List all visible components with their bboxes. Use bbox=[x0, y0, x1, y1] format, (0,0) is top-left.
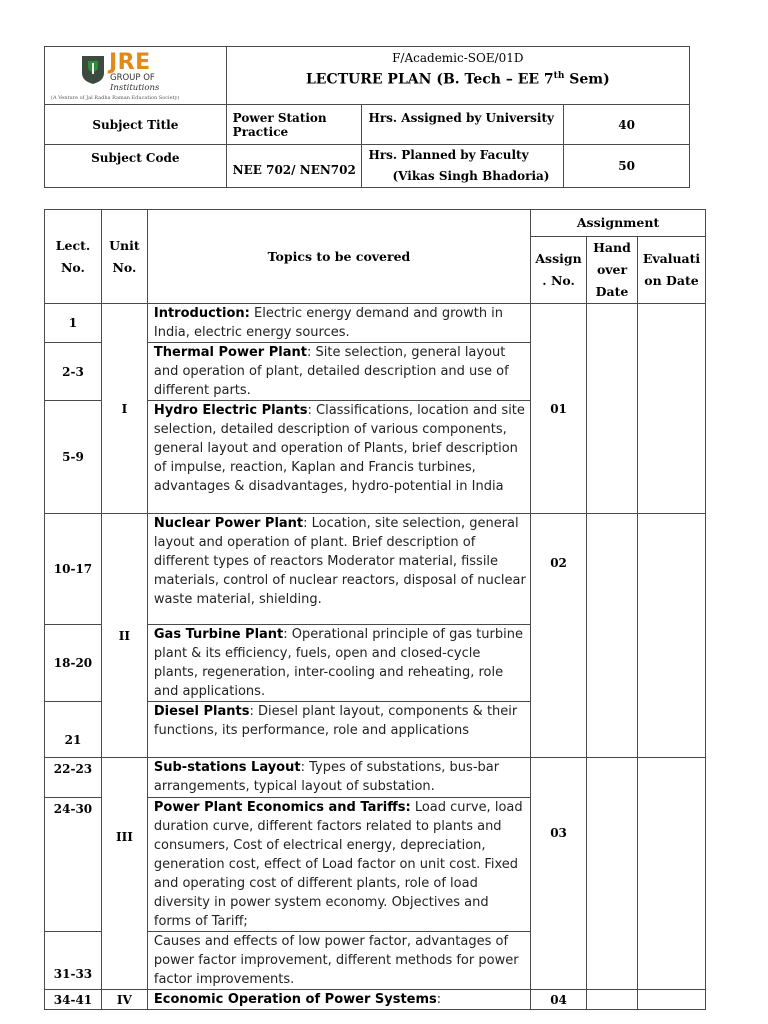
assign-no: 02 bbox=[531, 514, 587, 758]
hrs-assigned-value: 40 bbox=[564, 105, 690, 145]
form-number: F/Academic-SOE/01D bbox=[392, 51, 524, 65]
evaluation-cell bbox=[637, 990, 705, 1010]
col-lect-header: Lect. No. bbox=[45, 210, 102, 304]
assign-no: 04 bbox=[531, 990, 587, 1010]
unit-no: IV bbox=[101, 990, 147, 1010]
page-title: LECTURE PLAN (B. Tech – EE 7th Sem) bbox=[305, 71, 610, 88]
col-topics-header: Topics to be covered bbox=[147, 210, 530, 304]
subject-title-label: Subject Title bbox=[45, 105, 227, 145]
faculty-name: (Vikas Singh Bhadoria) bbox=[392, 169, 550, 183]
topic-cell: Introduction: Electric energy demand and growth in India, electric energy sources. bbox=[147, 304, 530, 343]
table-row bbox=[45, 990, 706, 1010]
evaluation-cell bbox=[637, 304, 705, 514]
table-row bbox=[45, 758, 706, 798]
hrs-planned-value: 50 bbox=[564, 145, 690, 188]
hand-over-cell bbox=[587, 990, 638, 1010]
hrs-planned-cell bbox=[362, 145, 564, 188]
lect-no: 10-17 bbox=[45, 514, 102, 625]
lect-no: 22-23 bbox=[45, 758, 102, 798]
logo-cell bbox=[45, 47, 227, 105]
col-evaluation-header: Evaluati on Date bbox=[637, 237, 705, 304]
subject-title-value: Power Station Practice bbox=[226, 105, 362, 145]
subject-code-value: NEE 702/ NEN702 bbox=[226, 145, 362, 188]
topic-cell: Thermal Power Plant: Site selection, general layout and operation of plant, detailed description and use of different parts. bbox=[147, 343, 530, 401]
institution-logo bbox=[51, 49, 227, 103]
hand-over-cell bbox=[587, 514, 638, 758]
subject-code-label: Subject Code bbox=[45, 145, 227, 188]
unit-no: II bbox=[101, 514, 147, 758]
lect-no: 5-9 bbox=[45, 401, 102, 514]
topic-cell: Diesel Plants: Diesel plant layout, components & their functions, its performance, role and applications bbox=[147, 702, 530, 758]
topic-cell: Sub-stations Layout: Types of substations, bus-bar arrangements, typical layout of substation. bbox=[147, 758, 530, 798]
topic-cell: Nuclear Power Plant: Location, site selection, general layout and operation of plant. Brief description of different types of reactors Moderator material, fissile materials, control of nuclear reactors, disposal of nuclear waste material, shielding. bbox=[147, 514, 530, 625]
col-unit-header: Unit No. bbox=[101, 210, 147, 304]
table-row bbox=[45, 304, 706, 343]
lect-no: 21 bbox=[45, 702, 102, 758]
unit-no: I bbox=[101, 304, 147, 514]
lecture-table bbox=[44, 209, 706, 1010]
hrs-planned-label: Hrs. Planned by Faculty bbox=[368, 148, 529, 162]
assign-no: 03 bbox=[531, 758, 587, 990]
topic-cell: Power Plant Economics and Tariffs: Load curve, load duration curve, different factors related to plants and consumers, Cost of electrical energy, depreciation, generation cost, effect of Load factor on unit cost. Fixed and operating cost of different plants, role of load diversity in power system economy. Objectives and forms of Tariff; bbox=[147, 798, 530, 932]
hand-over-cell bbox=[587, 304, 638, 514]
logo-line1: GROUP OF bbox=[110, 73, 155, 83]
hrs-assigned-label: Hrs. Assigned by University bbox=[362, 105, 564, 145]
topic-cell: Causes and effects of low power factor, advantages of power factor improvement, different methods for power factor improvements. bbox=[147, 932, 530, 990]
lect-no: 24-30 bbox=[45, 798, 102, 932]
topic-cell: Hydro Electric Plants: Classifications, location and site selection, detailed description of various components, general layout and operation of Plants, brief description of impulse, reaction, Kaplan and Francis turbines, advantages & disadvantages, hydro-potential in India bbox=[147, 401, 530, 514]
hand-over-cell bbox=[587, 758, 638, 990]
shield-icon bbox=[81, 55, 105, 85]
col-hand-over-header: Hand over Date bbox=[587, 237, 638, 304]
col-assign-no-header: Assign . No. bbox=[531, 237, 587, 304]
lect-no: 18-20 bbox=[45, 625, 102, 702]
lect-no: 31-33 bbox=[45, 932, 102, 990]
unit-no: III bbox=[101, 758, 147, 990]
evaluation-cell bbox=[637, 514, 705, 758]
title-cell bbox=[226, 47, 689, 105]
lect-no: 2-3 bbox=[45, 343, 102, 401]
logo-line2: Institutions bbox=[110, 83, 160, 93]
topic-cell: Gas Turbine Plant: Operational principle of gas turbine plant & its efficiency, fuels, open and closed-cycle plants, regeneration, inter-cooling and reheating, role and applications. bbox=[147, 625, 530, 702]
topic-cell: Economic Operation of Power Systems: bbox=[147, 990, 530, 1010]
logo-society: (A Venture of Jal Radha Raman Education Society) bbox=[51, 95, 180, 101]
logo-brand: JRE bbox=[109, 50, 151, 75]
lect-no: 1 bbox=[45, 304, 102, 343]
assign-no: 01 bbox=[531, 304, 587, 514]
col-assignment-header: Assignment bbox=[531, 210, 706, 237]
table-row bbox=[45, 514, 706, 625]
evaluation-cell bbox=[637, 758, 705, 990]
lect-no: 34-41 bbox=[45, 990, 102, 1010]
header-table bbox=[44, 46, 690, 188]
